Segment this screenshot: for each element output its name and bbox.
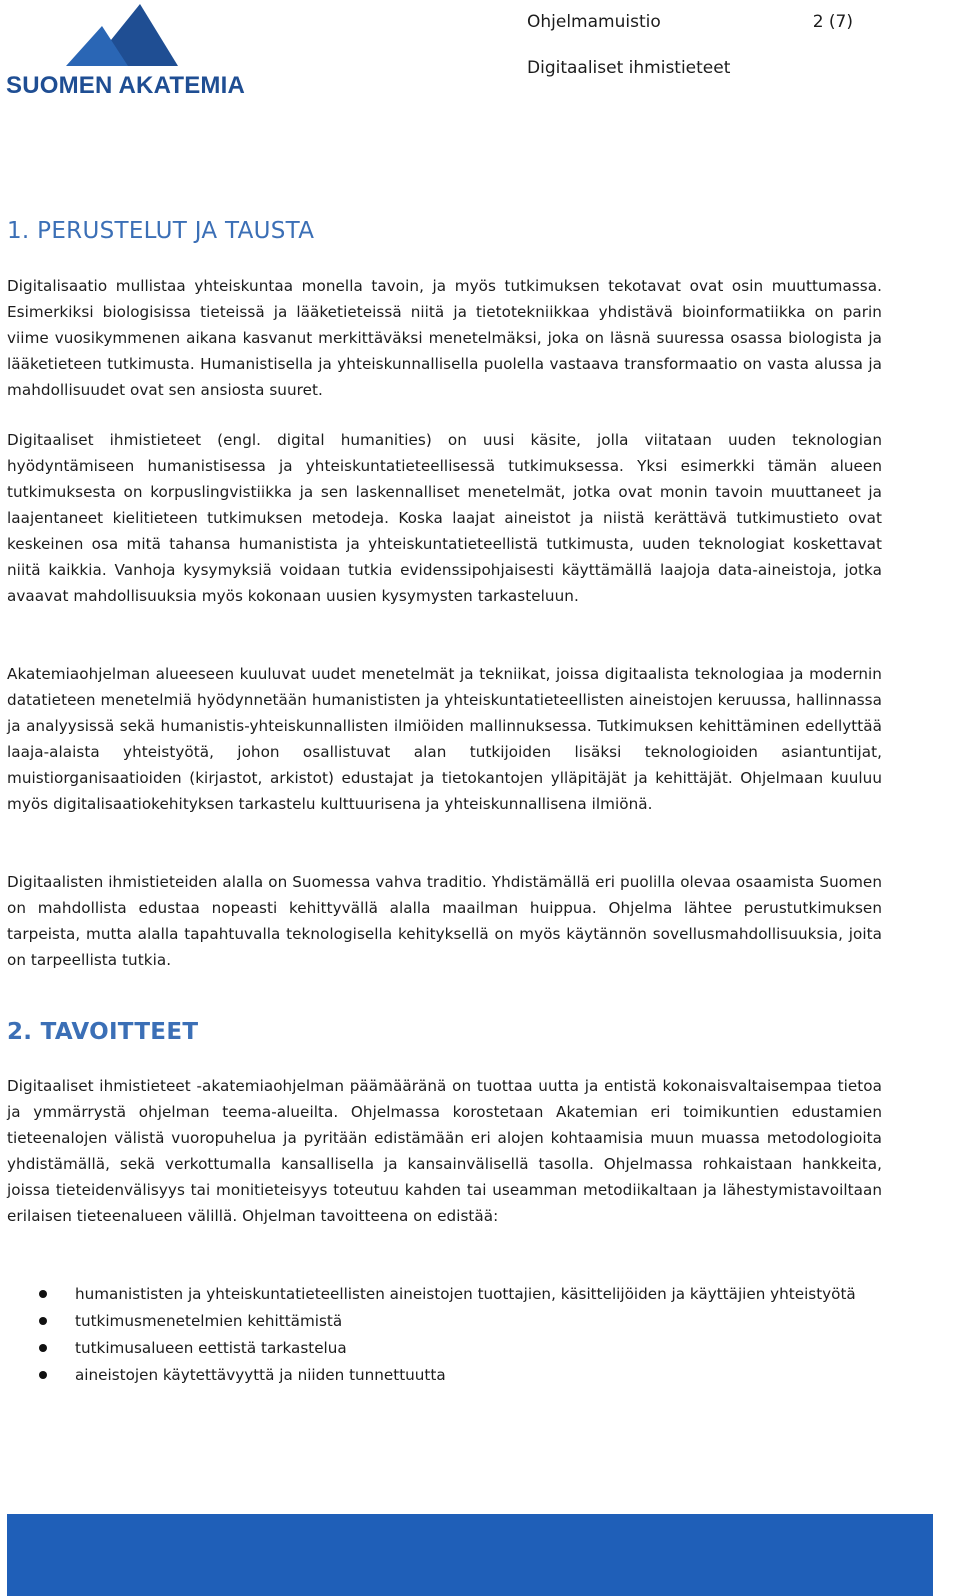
mountain-triangle-logo-icon bbox=[6, 4, 258, 74]
goals-list bbox=[7, 1281, 882, 1389]
suomen-akatemia-logo bbox=[6, 4, 258, 99]
paragraph: Digitaalisten ihmistieteiden alalla on Suomessa vahva traditio. Yhdistämällä eri puolilla olevaa osaamista Suomen on mahdollista edustaa nopeasti kehittyvällä alalla maailman huippua. Ohjelma lähtee perustutkimuksen tarpeista, mutta alalla tapahtuvalla teknologisella kehityksellä on myös käytännön sovellusmahdollisuuksia, joita on tarpeellista tutkia. bbox=[7, 873, 882, 969]
page-number: 2 (7) bbox=[812, 12, 853, 32]
list-item bbox=[7, 1362, 882, 1388]
paragraph: Digitaaliset ihmistieteet -akatemiaohjelman päämääränä on tuottaa uutta ja entistä kokonaisvaltaisempaa tietoa ja ymmärrystä ohjelman teema-alueilta. Ohjelmassa korostetaan Akatemian eri toimikuntien edustamien tieteenalojen välistä vuoropuhelua ja pyritään edistämään eri alojen kohtaamisia muun muassa metodologioita yhdistämällä, sekä verkottumalla kansallisella ja kansainvälisellä tasolla. Ohjelmassa rohkaistaan hankkeita, joissa tieteidenvälisyys tai monitieteisyys toteutuu kahden tai useamman metodiikaltaan ja lähestymistavoiltaan erilaisen tieteenalueen välillä. Ohjelman tavoitteena on edistää: bbox=[7, 1077, 882, 1225]
paragraph: Digitalisaatio mullistaa yhteiskuntaa monella tavoin, ja myös tutkimuksen tekotavat ovat osin muuttumassa. Esimerkiksi biologisissa tieteissä ja lääketieteissä niitä ja tietotekniikkaa yhdistävä bioinformatiikka on parin viime vuosikymmenen aikana kasvanut merkittäväksi menetelmäksi, joka on läsnä suuressa osassa biologista ja lääketieteen tutkimusta. Humanistisella ja yhteiskunnallisella puolella vastaava transformaatio on vasta alussa ja mahdollisuudet ovat sen ansiosta suuret. bbox=[7, 277, 882, 399]
list-item bbox=[7, 1308, 882, 1334]
bullet-icon bbox=[39, 1371, 47, 1379]
section-heading-tavoitteet: 2. TAVOITTEET bbox=[7, 1019, 199, 1045]
list-item-text: tutkimusalueen eettistä tarkastelua bbox=[75, 1339, 347, 1357]
document-header bbox=[527, 12, 867, 78]
document-type: Ohjelmamuistio bbox=[527, 12, 661, 32]
paragraph: Akatemiaohjelman alueeseen kuuluvat uudet menetelmät ja tekniikat, joissa digitaalista teknologiaa ja modernin datatieteen menetelmiä hyödynnetään humanististen ja yhteiskuntatieteellisten aineistojen keruussa, hallinnassa ja analyysissä sekä humanistis-yhteiskunnallisten ilmiöiden mallinnuksessa. Tutkimuksen kehittäminen edellyttää laaja-alaista yhteistyötä, johon osallistuvat alan tutkijoiden lisäksi teknologioiden asiantuntijat, muistiorganisaatioiden (kirjastot, arkistot) edustajat ja tietokantojen ylläpitäjät ja kehittäjät. Ohjelmaan kuuluu myös digitalisaatiokehityksen tarkastelu kulttuurisena ja yhteiskunnallisena ilmiönä. bbox=[7, 665, 882, 813]
document-subtitle: Digitaaliset ihmistieteet bbox=[527, 58, 731, 78]
bullet-icon bbox=[39, 1317, 47, 1325]
list-item-text: aineistojen käytettävyyttä ja niiden tunnettuutta bbox=[75, 1366, 446, 1384]
logo-text: SUOMEN AKATEMIA bbox=[6, 72, 245, 99]
bullet-icon bbox=[39, 1290, 47, 1298]
list-item bbox=[7, 1281, 882, 1307]
paragraph: Digitaaliset ihmistieteet (engl. digital humanities) on uusi käsite, jolla viitataan uuden teknologian hyödyntämiseen humanistisessa ja yhteiskuntatieteellisessä tutkimuksessa. Yksi esimerkki tämän alueen tutkimuksesta on korpuslingvistiikka ja sen laskennalliset menetelmät, jotka ovat monin tavoin muuttaneet ja laajentaneet kielitieteen tutkimuksen metodeja. Koska laajat aineistot ja niistä kerättävä tutkimustieto ovat keskeinen osa mitä tahansa humanistista ja yhteiskuntatieteellistä tutkimusta, uuden teknologiat koskettavat niitä kaikkia. Vanhoja kysymyksiä voidaan tutkia evidenssipohjaisesti käyttämällä laajoja data-aineistoja, jotka avaavat mahdollisuuksia myös kokonaan uusien kysymysten tarkasteluun. bbox=[7, 431, 882, 605]
list-item-text: tutkimusmenetelmien kehittämistä bbox=[75, 1312, 343, 1330]
list-item bbox=[7, 1335, 882, 1361]
footer-bar bbox=[7, 1514, 933, 1596]
section-heading-perustelut: 1. PERUSTELUT JA TAUSTA bbox=[7, 218, 315, 244]
list-item-text: humanististen ja yhteiskuntatieteellisten aineistojen tuottajien, käsittelijöiden ja käyttäjien yhteistyötä bbox=[75, 1285, 856, 1303]
bullet-icon bbox=[39, 1344, 47, 1352]
